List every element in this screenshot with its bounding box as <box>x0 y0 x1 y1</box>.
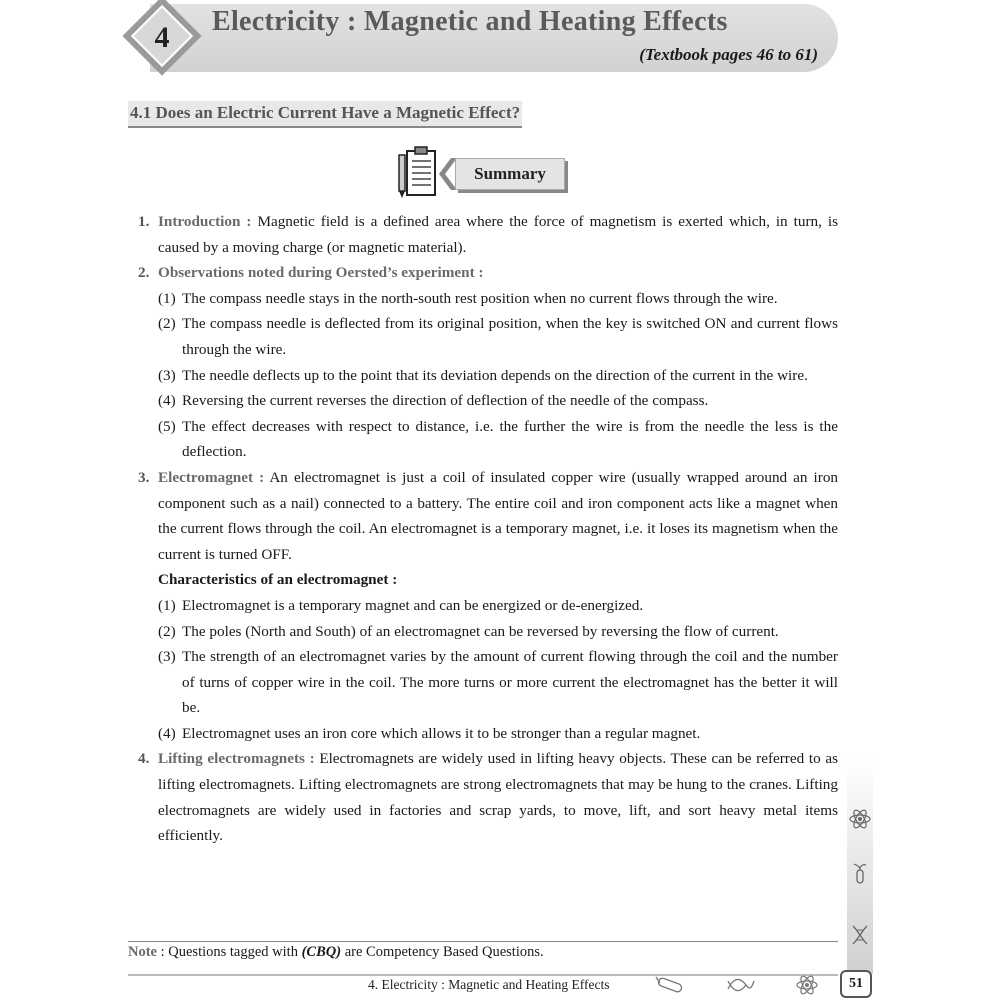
item-label: Introduction : <box>158 213 252 230</box>
sub-item-text: The effect decreases with respect to distance, i.e. the further the wire is from the needle the less is the deflection. <box>182 417 838 461</box>
sub-item <box>128 414 838 465</box>
sub-item-text: The compass needle is deflected from its original position, when the key is switched ON and current flows through the wire. <box>182 315 838 358</box>
sub-item-text: The strength of an electromagnet varies by the amount of current flowing through the coil and the number of turns of copper wire in the coil. The more turns or more current the electromagnet has the better it will be. <box>182 648 838 717</box>
sub-item-number: (4) <box>158 392 176 410</box>
sub-item <box>128 619 838 645</box>
item-number: 4. <box>138 750 150 768</box>
item-text: Electromagnets are widely used in lifting heavy objects. These can be referred to as lifting electromagnets. Lifting electromagnets are strong electromagnets that may be hung to the cranes. Lifting electromagnets are widely used in factories and scrap yards, to move, lift, and sort heavy metal items efficiently. <box>158 750 838 845</box>
sub-item-number: (1) <box>158 289 176 307</box>
sub-item-text: The poles (North and South) of an electromagnet can be reversed by reversing the flow of current. <box>182 622 779 640</box>
sub-item-number: (5) <box>158 417 176 435</box>
sub-item-text: Electromagnet uses an iron core which allows it to be stronger than a regular magnet. <box>182 724 701 742</box>
sub-item-text: Electromagnet is a temporary magnet and can be energized or de-energized. <box>182 596 644 614</box>
summary-content <box>128 209 838 849</box>
note-text-end: are Competency Based Questions. <box>341 944 544 960</box>
sub-item-number: (2) <box>158 315 176 333</box>
sub-item <box>128 286 838 312</box>
chapter-number: 4 <box>154 21 170 54</box>
dna-icon <box>849 924 871 946</box>
test-tube-plant-icon <box>849 862 871 884</box>
note-divider <box>128 941 838 942</box>
item-number: 1. <box>138 213 150 230</box>
sub-item <box>128 644 838 721</box>
sub-item-number: (1) <box>158 596 176 614</box>
note-label: Note <box>128 944 157 960</box>
note-text: : Questions tagged with <box>157 944 302 960</box>
footer-chapter-text: 4. Electricity : Magnetic and Heating Effects <box>368 977 610 992</box>
chevron-left-icon <box>437 158 457 190</box>
sub-item-text: The compass needle stays in the north-south rest position when no current flows through the wire. <box>182 289 778 307</box>
sub-item <box>128 388 838 414</box>
atom-icon <box>796 973 818 997</box>
section-title: 4.1 Does an Electric Current Have a Magnetic Effect? <box>128 101 522 128</box>
list-item <box>128 260 838 286</box>
dna-icon <box>726 973 756 997</box>
sub-item <box>128 593 838 619</box>
atom-icon <box>849 808 871 830</box>
subheading: Characteristics of an electromagnet : <box>158 571 398 589</box>
item-label: Lifting electromagnets : <box>158 750 315 768</box>
sub-item <box>128 311 838 362</box>
sub-item-text: Reversing the current reverses the direction of deflection of the needle of the compass. <box>182 392 709 410</box>
item-label: Observations noted during Oersted’s experiment : <box>158 264 484 282</box>
sub-item-number: (2) <box>158 622 176 640</box>
textbook-pages: (Textbook pages 46 to 61) <box>639 45 818 64</box>
sub-item-number: (3) <box>158 648 176 666</box>
item-text: An electromagnet is just a coil of insulated copper wire (usually wrapped around an iron component such as a nail) connected to a battery. The entire coil and iron component acts like a magnet when the current flows through the coil. An electromagnet is a temporary magnet, i.e. it loses its magnetism when the current is turned OFF. <box>158 468 839 563</box>
summary-badge: Summary <box>455 158 565 190</box>
note-tag: (CBQ) <box>301 944 342 960</box>
chapter-title: Electricity : Magnetic and Heating Effects <box>212 6 728 37</box>
item-number: 2. <box>138 264 150 282</box>
item-label: Electromagnet : <box>158 468 265 486</box>
sub-item-text: The needle deflects up to the point that its deviation depends on the direction of the current in the wire. <box>182 366 808 384</box>
test-tube-icon <box>652 973 686 997</box>
item-number: 3. <box>138 468 150 486</box>
clipboard-pen-icon <box>397 145 437 199</box>
list-item <box>128 746 838 848</box>
note <box>128 944 544 961</box>
sub-item <box>128 721 838 747</box>
list-item <box>128 209 838 260</box>
sub-item <box>128 363 838 389</box>
sub-item-number: (3) <box>158 366 176 384</box>
page-number: 51 <box>840 970 872 998</box>
list-item <box>128 465 838 567</box>
item-text: Magnetic field is a defined area where the force of magnetism is exerted which, in turn, is caused by a moving charge (or magnetic material). <box>158 213 838 256</box>
sub-item-number: (4) <box>158 724 176 742</box>
